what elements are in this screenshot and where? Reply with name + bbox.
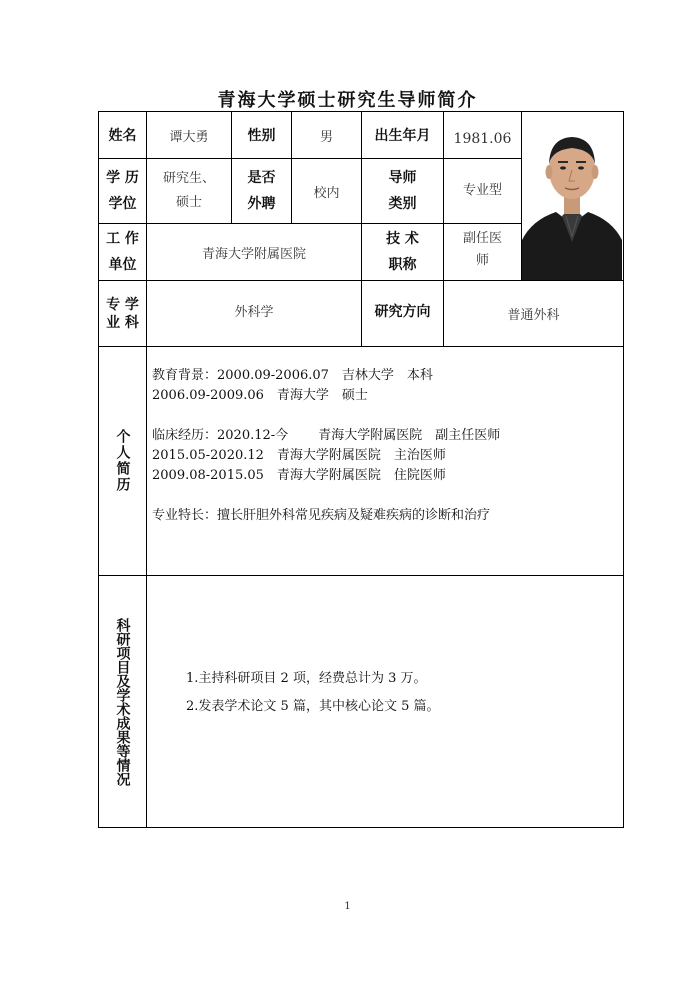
row-divider <box>98 575 624 576</box>
supervisor-type-value: 专业型 <box>462 182 502 198</box>
name-label: 姓名 <box>108 128 137 144</box>
page-number: 1 <box>344 901 351 912</box>
work-unit-label: 工 作 单位 <box>106 231 139 273</box>
major-value: 外科学 <box>234 305 274 320</box>
tech-title-value: 副任医 师 <box>462 231 502 268</box>
name-value: 谭大勇 <box>169 129 209 145</box>
major-label: 专 学 业 科 <box>106 296 139 331</box>
gender-label: 性别 <box>247 128 276 144</box>
resume-line: 专业特长：擅长肝胆外科常见疾病及疑难疾病的诊断和治疗 <box>152 508 491 523</box>
education-value: 研究生、 硕士 <box>162 171 215 210</box>
tech-title-label: 技 术 职称 <box>386 231 419 273</box>
resume-line <box>152 406 618 426</box>
table-border-bottom <box>98 827 624 828</box>
gender-value: 男 <box>319 129 333 145</box>
external-value: 校内 <box>313 185 340 201</box>
resume-line: 2015.05-2020.12 青海大学附属医院 主治医师 <box>152 448 446 463</box>
resume-line: 2009.08-2015.05 青海大学附属医院 住院医师 <box>152 468 446 483</box>
resume-line: 临床经历：2020.12-今 青海大学附属医院 副主任医师 <box>152 428 501 443</box>
resume-line: 教育背景：2000.09-2006.07 吉林大学 本科 <box>152 368 433 383</box>
education-label: 学 历 学位 <box>106 170 139 212</box>
table-border-right <box>623 111 624 828</box>
achievement-line: 2.发表学术论文 5 篇，其中核心论文 5 篇。 <box>186 699 440 714</box>
achievements-label: 科研项目及学术成果等情况 <box>114 617 131 786</box>
achievements-content <box>186 665 606 721</box>
supervisor-type-label: 导师 类别 <box>388 170 417 212</box>
portrait-photo <box>522 112 622 280</box>
external-label: 是否 外聘 <box>247 170 276 212</box>
achievement-line: 1.主持科研项目 2 项，经费总计为 3 万。 <box>186 671 427 686</box>
research-label: 研究方向 <box>374 303 431 320</box>
resume-line <box>152 486 618 506</box>
work-unit-value: 青海大学附属医院 <box>201 246 306 262</box>
resume-line: 2006.09-2009.06 青海大学 硕士 <box>152 388 368 403</box>
birth-value: 1981.06 <box>453 131 512 147</box>
resume-content <box>152 366 618 566</box>
research-value: 普通外科 <box>507 308 560 323</box>
resume-label: 个人简历 <box>114 429 131 493</box>
birth-label: 出生年月 <box>374 128 431 144</box>
page-title: 青海大学硕士研究生导师简介 <box>217 90 478 111</box>
